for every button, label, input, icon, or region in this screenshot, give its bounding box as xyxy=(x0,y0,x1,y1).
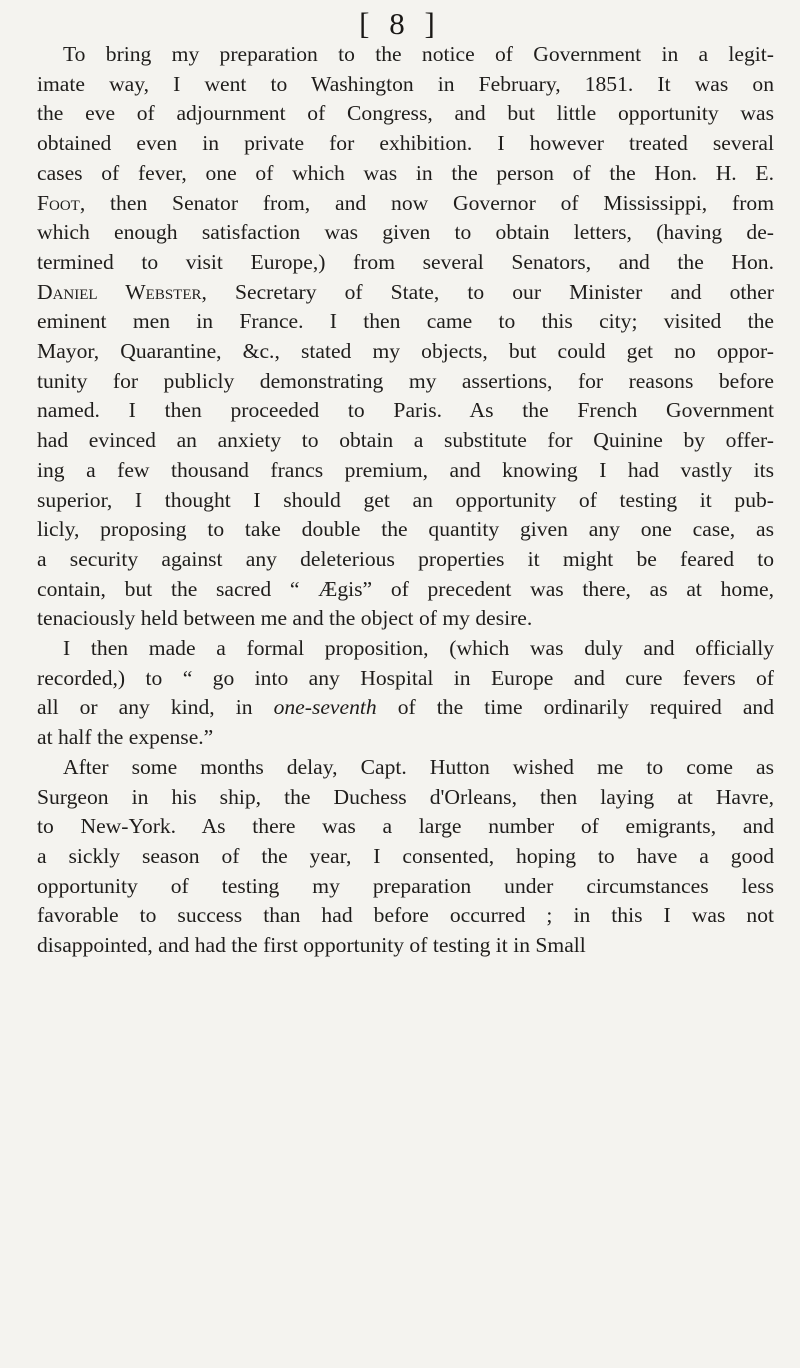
text-line: had evinced an anxiety to obtain a substitute for Quinine by offer- xyxy=(37,428,774,453)
paragraph-1 xyxy=(37,40,774,634)
styled-phrase: Daniel Webster xyxy=(37,279,202,304)
text-line: Daniel Webster, Secretary of State, to our Minister and other xyxy=(37,279,774,304)
text-line-with-italic: all or any kind, in one-seventh of the time ordinarily required and xyxy=(37,695,774,720)
text-line: to New-York. As there was a large number of emigrants, and xyxy=(37,814,774,839)
text-line: tenaciously held between me and the object of my desire. xyxy=(37,606,533,631)
page-number: [ 8 ] xyxy=(359,6,441,41)
text-line: imate way, I went to Washington in February, 1851. It was on xyxy=(37,71,774,96)
text-line: a sickly season of the year, I consented, hoping to have a good xyxy=(37,843,774,868)
text-line: Mayor, Quarantine, &c., stated my objects, but could get no oppor- xyxy=(37,339,774,364)
text-line: obtained even in private for exhibition. I however treated several xyxy=(37,131,774,156)
text-line: tunity for publicly demonstrating my assertions, for reasons before xyxy=(37,368,774,393)
text-line: opportunity of testing my preparation under circumstances less xyxy=(37,873,774,898)
styled-phrase: one-seventh xyxy=(273,695,377,720)
paragraph-3 xyxy=(37,753,774,961)
text-line: a security against any deleterious properties it might be feared to xyxy=(37,546,774,571)
text-line: favorable to success than had before occurred ; in this I was not xyxy=(37,903,774,928)
text-line: recorded,) to “ go into any Hospital in Europe and cure fevers of xyxy=(37,665,774,690)
text-line: ing a few thousand francs premium, and knowing I had vastly its xyxy=(37,457,774,482)
text-line: I then made a formal proposition, (which was duly and officially xyxy=(63,636,774,661)
text-line: superior, I thought I should get an opportunity of testing it pub- xyxy=(37,487,774,512)
body-text xyxy=(37,40,774,961)
text-line: licly, proposing to take double the quantity given any one case, as xyxy=(37,517,774,542)
text-line: the eve of adjournment of Congress, and but little opportunity was xyxy=(37,101,774,126)
text-line: Foot, then Senator from, and now Governor of Mississippi, from xyxy=(37,190,774,215)
text-line: termined to visit Europe,) from several Senators, and the Hon. xyxy=(37,249,774,274)
text-line: named. I then proceeded to Paris. As the French Government xyxy=(37,398,774,423)
text-line: Surgeon in his ship, the Duchess d'Orleans, then laying at Havre, xyxy=(37,784,774,809)
paragraph-2 xyxy=(37,634,774,753)
text-line: cases of fever, one of which was in the person of the Hon. H. E. xyxy=(37,160,774,185)
text-line: which enough satisfaction was given to obtain letters, (having de- xyxy=(37,220,774,245)
text-line: After some months delay, Capt. Hutton wished me to come as xyxy=(63,754,774,779)
styled-phrase: Foot xyxy=(37,190,80,215)
text-line: contain, but the sacred “ Ægis” of precedent was there, as at home, xyxy=(37,576,774,601)
text-line: disappointed, and had the first opportunity of testing it in Small xyxy=(37,933,586,958)
text-line: To bring my preparation to the notice of Government in a legit- xyxy=(63,42,774,66)
text-line: at half the expense.” xyxy=(37,725,214,750)
text-line: eminent men in France. I then came to this city; visited the xyxy=(37,309,774,334)
